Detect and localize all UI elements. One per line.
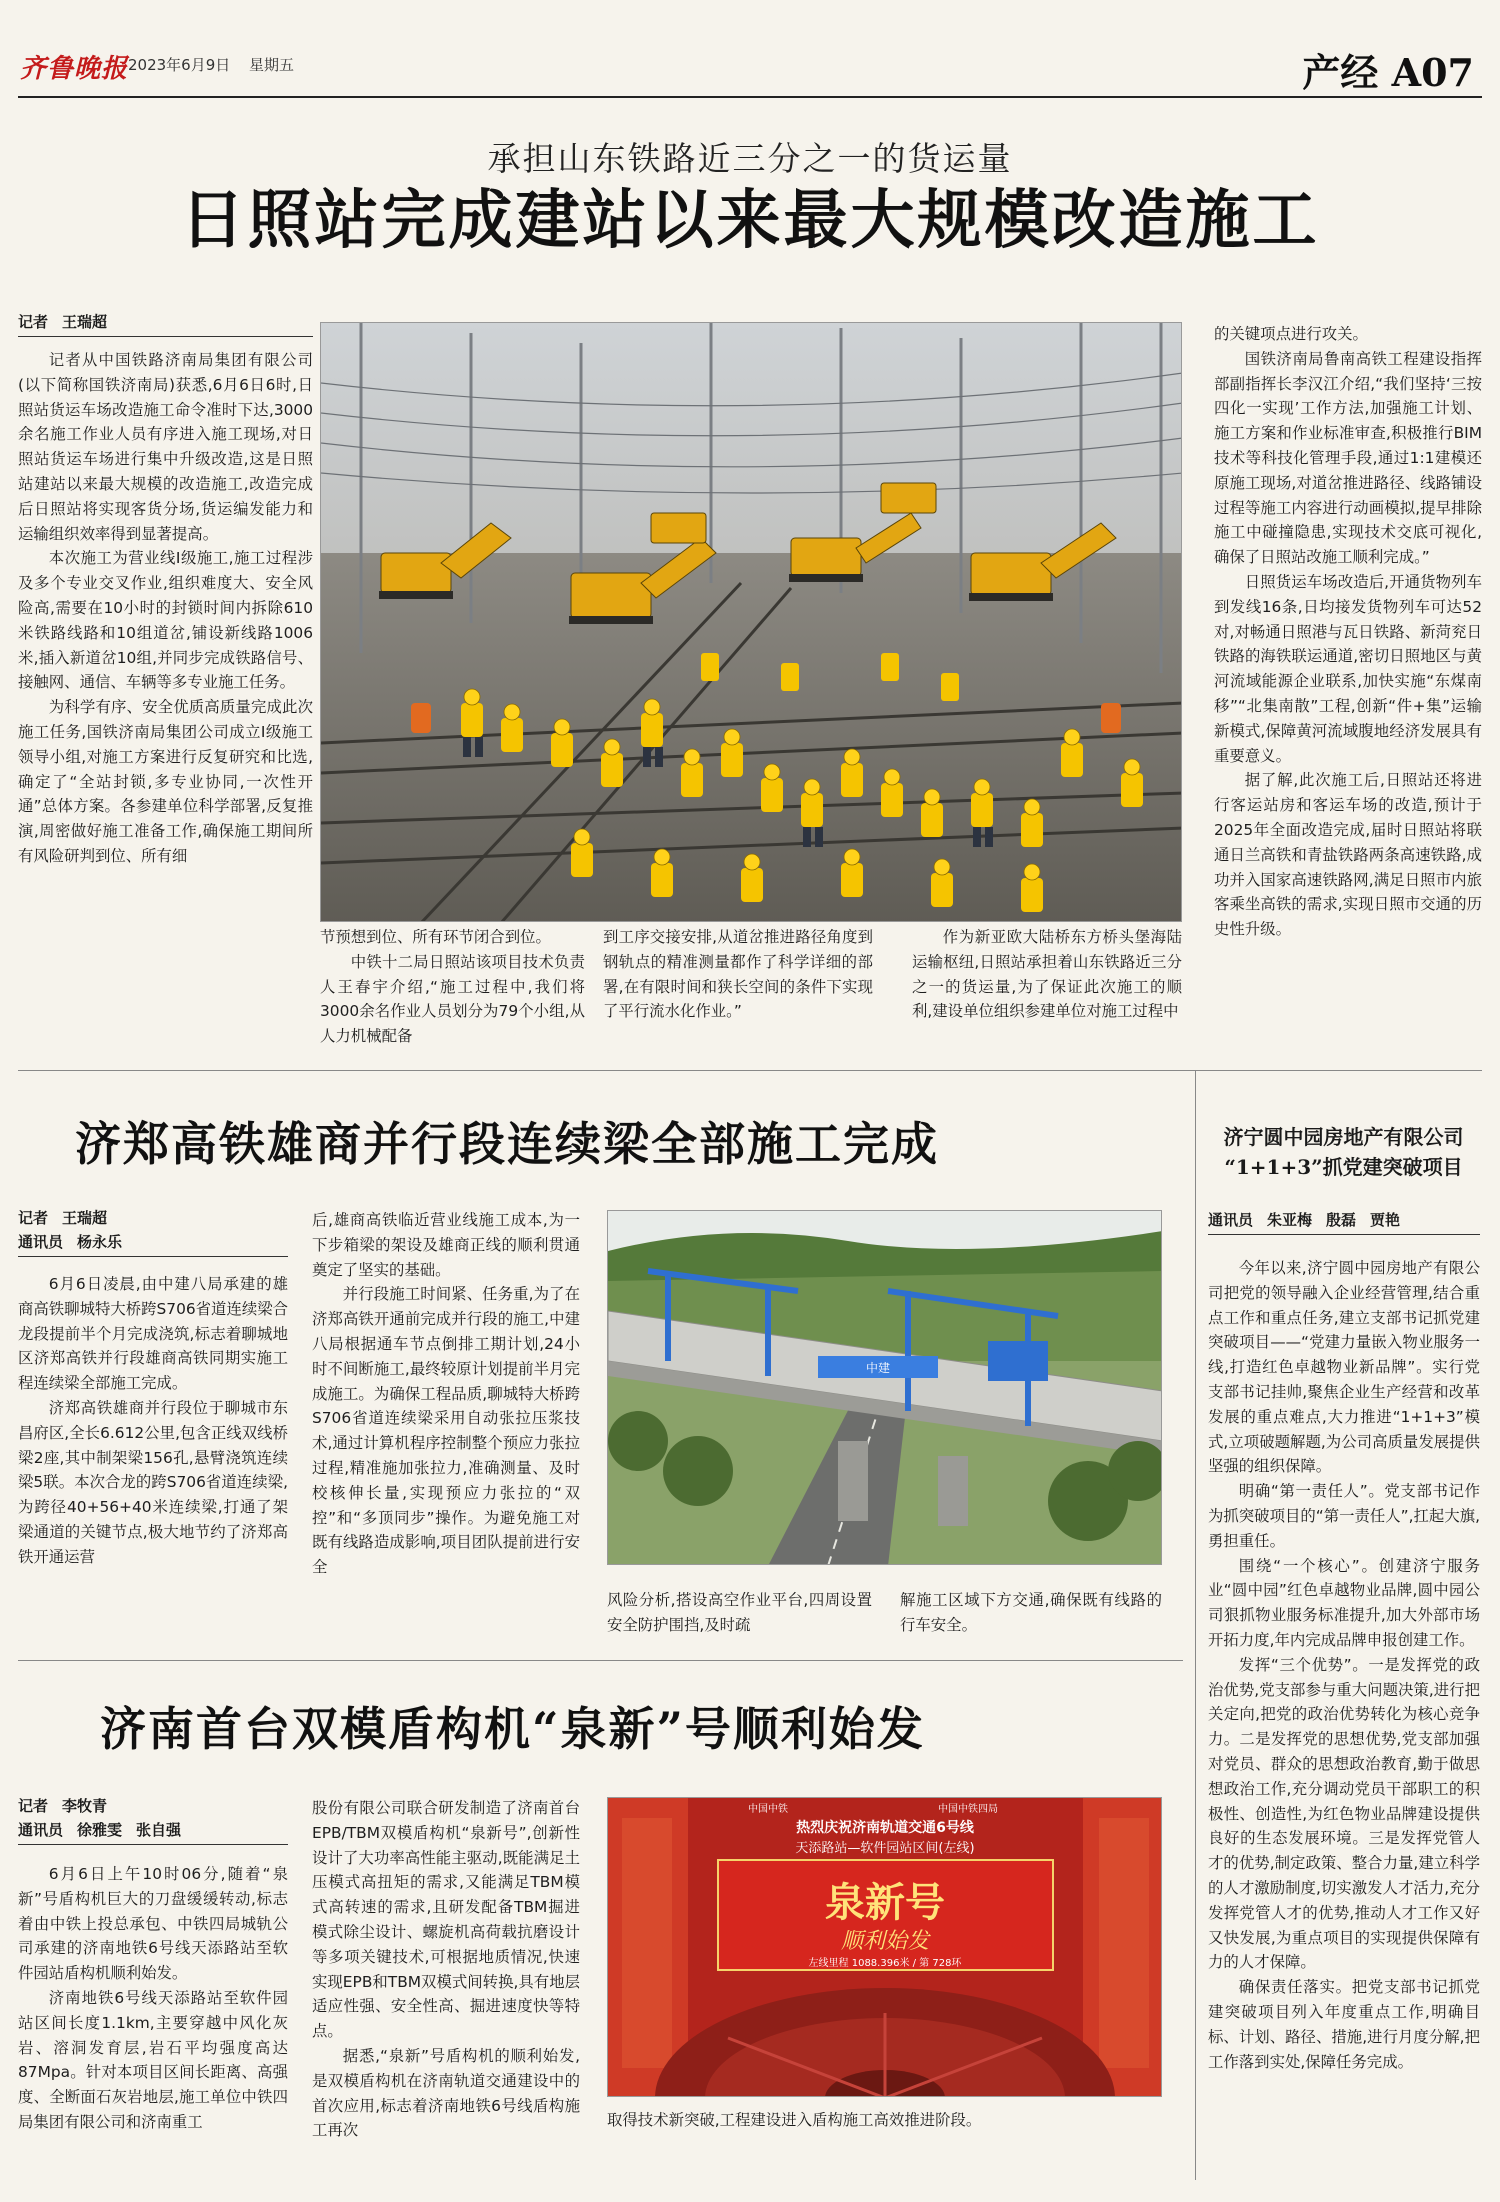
byline-name: 王瑞超: [62, 313, 108, 331]
article2-headline: 济郑高铁雄商并行段连续梁全部施工完成: [75, 1117, 939, 1171]
article1-col5-p2: 国铁济南局鲁南高铁工程建设指挥部副指挥长李汉江介绍,“我们坚持‘三按四化一实现’工作方法,加强施工计划、施工方案和作业标准审查,积极推行BIM技术等科技化管理手段,通过1:1建模还原施工现场,对道岔推进路径、线路铺设过程等施工内容进行动画模拟,提早排除施工中碰撞隐患,实现技术交底可视化,确保了日照站改施工顺利完成。”: [1214, 349, 1482, 567]
article1-col4-p1: 作为新亚欧大陆桥东方桥头堡海陆运输枢纽,日照站承担着山东铁路近三分之一的货运量,为了保证此次施工的顺利,建设单位组织参建单位对施工过程中: [912, 928, 1182, 1021]
article2-column-3: [607, 1588, 872, 1638]
article3-headline: 济南首台双模盾构机“泉新”号顺利始发: [100, 1702, 925, 1756]
photo-logo-left: 中国中铁: [748, 1804, 788, 1815]
article1-column-4: [912, 925, 1182, 1024]
sidebar-header: [1205, 1122, 1482, 1182]
sidebar-p3: 围绕“一个核心”。创建济宁服务业“圆中园”红色卓越物业品牌,圆中园公司狠抓物业服务标准提升,加大外部市场开拓力度,年内完成品牌申报创建工作。: [1208, 1556, 1480, 1649]
byline-name: 殷磊: [1326, 1211, 1357, 1229]
byline-name: 杨永乐: [77, 1232, 123, 1251]
section-page-label: 产经 A07: [1302, 50, 1474, 95]
article1-col2-p2: 中铁十二局日照站该项目技术负责人王春宇介绍,“施工过程中,我们将3000余名作业人员划分为79个小组,从人力机械配备: [320, 952, 585, 1046]
sidebar-body: [1208, 1256, 1480, 2074]
article2-col2-p1: 后,雄商高铁临近营业线施工成本,为一下步箱梁的架设及雄商正线的顺利贯通奠定了坚实的基础。: [312, 1211, 580, 1279]
sidebar-title-line2: “1+1+3”抓党建突破项目: [1224, 1155, 1463, 1179]
article3-column-1: [18, 1862, 288, 2135]
article1-col5-p3: 日照货运车场改造后,开通货物列车到发线16条,日均接发货物列车可达52对,对畅通日照港与瓦日铁路、新菏兖日铁路的海铁联运通道,密切日照地区与黄河流域能源企业联系,加快实施“东煤南移”“北集南散”工程,创新“件+集”运输新模式,保障黄河流域腹地经济发展具有重要意义。: [1214, 572, 1482, 765]
sidebar-p5: 确保责任落实。把党支部书记抓党建突破项目列入年度重点工作,明确目标、计划、路径、措施,进行月度分解,把工作落到实处,保障任务完成。: [1208, 1978, 1480, 2071]
byline-role: 记者: [18, 313, 49, 331]
byline-role: 通讯员: [1208, 1211, 1254, 1229]
sidebar-p2: 明确“第一责任人”。党支部书记作为抓突破项目的“第一责任人”,扛起大旗,勇担重任。: [1208, 1482, 1480, 1550]
article1-col1-p2: 本次施工为营业线Ⅰ级施工,施工过程涉及多个专业交叉作业,组织难度大、安全风险高,需要在10小时的封锁时间内拆除610米铁路线路和10组道岔,铺设新线路1006米,插入新道岔10组,并同步完成铁路信号、接触网、通信、车辆等多专业施工任务。: [18, 549, 313, 692]
article2-col1-p2: 济郑高铁雄商并行段位于聊城市东昌府区,全长6.612公里,包含正线双线桥梁2座,其中制架梁156孔,悬臂浇筑连续梁5联。本次合龙的跨S706省道连续梁,为跨径40+56+40米连续梁,打通了架梁通道的关键节点,极大地节约了济郑高铁开通运营: [18, 1398, 288, 1566]
byline-name: 徐雅雯: [77, 1820, 123, 1839]
article1-column-1: [18, 348, 313, 869]
article2-column-4: [900, 1588, 1162, 1638]
sidebar-p1: 今年以来,济宁圆中园房地产有限公司把党的领导融入企业经营管理,结合重点工作和重点任务,建立支部书记抓党建突破项目——“党建力量嵌入物业服务一线,打造红色卓越物业新品牌”。实行党支部书记挂帅,聚焦企业生产经营和改革发展的重点难点,大力推进“1+1+3”模式,立项破题解题,为公司高质量发展提供坚强的组织保障。: [1208, 1259, 1480, 1476]
article1-col5-p1: 的关键项点进行攻关。: [1214, 325, 1368, 343]
article2-col1-p1: 6月6日凌晨,由中建八局承建的雄商高铁聊城特大桥跨S706省道连续梁合龙段提前半个月完成浇筑,标志着聊城地区济郑高铁并行段雄商高铁同期实施工程连续梁全部施工完成。: [18, 1275, 289, 1393]
issue-date: 2023年6月9日: [128, 56, 231, 74]
article2-col4-p1: 解施工区域下方交通,确保既有线路的行车安全。: [900, 1591, 1162, 1634]
article1-col1-p1: 记者从中国铁路济南局集团有限公司(以下简称国铁济南局)获悉,6月6日6时,日照站货运车场改造施工命令准时下达,3000余名施工作业人员有序进入施工现场,对日照站货运车场进行集中升级改造,这是日照站建站以来最大规模的改造施工,改造完成后日照站将实现客货分场,货运编发能力和运输组织效率得到显著提高。: [18, 351, 313, 543]
article2-byline: [18, 1208, 288, 1257]
article1-photo-railway-workers: [320, 322, 1182, 922]
article1-headline: 日照站完成建站以来最大规模改造施工: [180, 183, 1320, 258]
article3-col2-p2: 据悉,“泉新”号盾构机的顺利始发,是双模盾构机在济南轨道交通建设中的首次应用,标志着济南地铁6号线盾构施工再次: [312, 2046, 580, 2140]
article1-column-2: [320, 925, 585, 1049]
sidebar-byline: [1208, 1210, 1480, 1235]
photo-top-text-2: 天添路站—软件园站区间(左线): [795, 1841, 975, 1856]
article1-col3-p1: 到工序交接安排,从道岔推进路径角度到钢轨点的精准测量都作了科学详细的部署,在有限时间和狭长空间的条件下实现了平行流水化作业。”: [603, 928, 873, 1021]
byline-role: 通讯员: [18, 1232, 64, 1251]
byline-name: 李牧青: [62, 1797, 108, 1815]
photo-logo-right: 中国中铁四局: [938, 1804, 998, 1815]
article2-photo-bridge: [607, 1210, 1162, 1565]
article1-column-3: [603, 925, 873, 1024]
byline-role: 通讯员: [18, 1820, 64, 1839]
section-divider: [18, 1660, 1183, 1661]
article1-col5-p4: 据了解,此次施工后,日照站还将进行客运站房和客运车场的改造,预计于2025年全面改造完成,届时日照站将联通日兰高铁和青盐铁路两条高速铁路,成功并入国家高速铁路网,满足日照市内旅客乘坐高铁的需求,实现日照市交通的历史性升级。: [1214, 771, 1482, 939]
section-divider: [18, 1070, 1482, 1071]
byline-role: 记者: [18, 1797, 49, 1815]
sidebar-title-line1: 济宁圆中园房地产有限公司: [1223, 1125, 1464, 1149]
article3-col1-p2: 济南地铁6号线天添路站至软件园站区间长度1.1km,主要穿越中风化灰岩、溶洞发育层,岩石平均强度高达87Mpa。针对本项目区间长距离、高强度、全断面石灰岩地层,施工单位中铁四局集团有限公司和济南重工: [18, 1988, 288, 2131]
masthead: [18, 38, 1482, 98]
article1-column-5: [1214, 322, 1482, 942]
byline-name: 朱亚梅: [1267, 1211, 1313, 1229]
article2-column-2: [312, 1208, 580, 1580]
byline-name: 王瑞超: [62, 1209, 108, 1227]
article1-col2-p1: 节预想到位、所有环节闭合到位。: [320, 928, 551, 946]
sidebar-p4: 发挥“三个优势”。一是发挥党的政治优势,党支部参与重大问题决策,进行把关定向,把党的政治优势转化为核心竞争力。二是发挥党的思想优势,党支部加强对党员、群众的思想政治教育,勤于做思想政治工作,充分调动党员干部职工的积极性、创造性,为红色物业品牌建设提供良好的生态发展环境。三是发挥党管人才的优势,制定政策、整合力量,建立科学的人才激励制度,切实激发人才活力,充分发挥党管人才的优势,推动人才工作又好又快发展,为重点项目的实现提供保障有力的人才保障。: [1208, 1655, 1480, 1972]
byline-role: 记者: [18, 1209, 49, 1227]
sidebar-divider: [1195, 1070, 1196, 2180]
dateline: [128, 54, 294, 75]
photo-top-text: 热烈庆祝济南轨道交通6号线: [796, 1820, 974, 1836]
article3-photo-tbm-launch: [607, 1797, 1162, 2097]
byline-name: 张自强: [136, 1820, 182, 1839]
article1-kicker: 承担山东铁路近三分之一的货运量: [487, 139, 1013, 178]
article1-byline: [18, 312, 313, 337]
photo-sign-text: 中建: [865, 1361, 891, 1375]
article2-column-1: [18, 1272, 288, 1570]
newspaper-logo: 齐鲁晚报: [20, 54, 129, 84]
banner-subtitle: 顺利始发: [840, 1929, 930, 1954]
article2-col2-p2: 并行段施工时间紧、任务重,为了在济郑高铁开通前完成并行段的施工,中建八局根据通车节点倒排工期计划,24小时不间断施工,最终较原计划提前半月完成施工。为确保工程品质,聊城特大桥跨S706省道连续梁采用自动张拉压浆技术,通过计算机程序控制整个预应力张拉过程,精准施加张拉力,准确测量、及时校核伸长量,实现预应力张拉的“双控”和“多顶同步”操作。为避免施工对既有线路造成影响,项目团队提前进行安全: [312, 1285, 580, 1577]
article1-col1-p3: 为科学有序、安全优质高质量完成此次施工任务,国铁济南局集团公司成立Ⅰ级施工领导小组,对施工方案进行反复研究和比选,确定了“全站封锁,多专业协同,一次性开通”总体方案。各参建单位科学部署,反复推演,周密做好施工准备工作,确保施工期间所有风险研判到位、所有细: [18, 698, 313, 865]
article2-col3-p1: 风险分析,搭设高空作业平台,四周设置安全防护围挡,及时疏: [607, 1591, 872, 1634]
article3-column-2: [312, 1796, 580, 2143]
banner-title: 泉新号: [825, 1879, 945, 1926]
article3-byline: [18, 1796, 288, 1845]
article3-column-3: [607, 2108, 1162, 2133]
byline-name: 贾艳: [1370, 1211, 1401, 1229]
issue-weekday: 星期五: [249, 56, 295, 74]
banner-mileage: 左线里程 1088.396米 / 第 728环: [808, 1958, 962, 1969]
tbm-launch-illustration: [608, 1798, 1162, 2097]
railway-construction-illustration: [321, 323, 1182, 922]
article3-col3-p1: 取得技术新突破,工程建设进入盾构施工高效推进阶段。: [607, 2111, 982, 2129]
bridge-construction-illustration: [608, 1211, 1162, 1565]
article3-col1-p1: 6月6日上午10时06分,随着“泉新”号盾构机巨大的刀盘缓缓转动,标志着由中铁上投总承包、中铁四局城轨公司承建的济南地铁6号线天添路站至软件园站盾构机顺利始发。: [18, 1865, 288, 1983]
article3-col2-p1: 股份有限公司联合研发制造了济南首台EPB/TBM双模盾构机“泉新号”,创新性设计了大功率高性能主驱动,既能满足土压模式高扭矩的需求,又能满足TBM模式高转速的需求,且研发配备TBM掘进模式除尘设计、螺旋机高荷载抗磨设计等多项关键技术,可根据地质情况,快速实现EPB和TBM双模式间转换,具有地层适应性强、安全性高、掘进速度快等特点。: [312, 1799, 580, 2041]
